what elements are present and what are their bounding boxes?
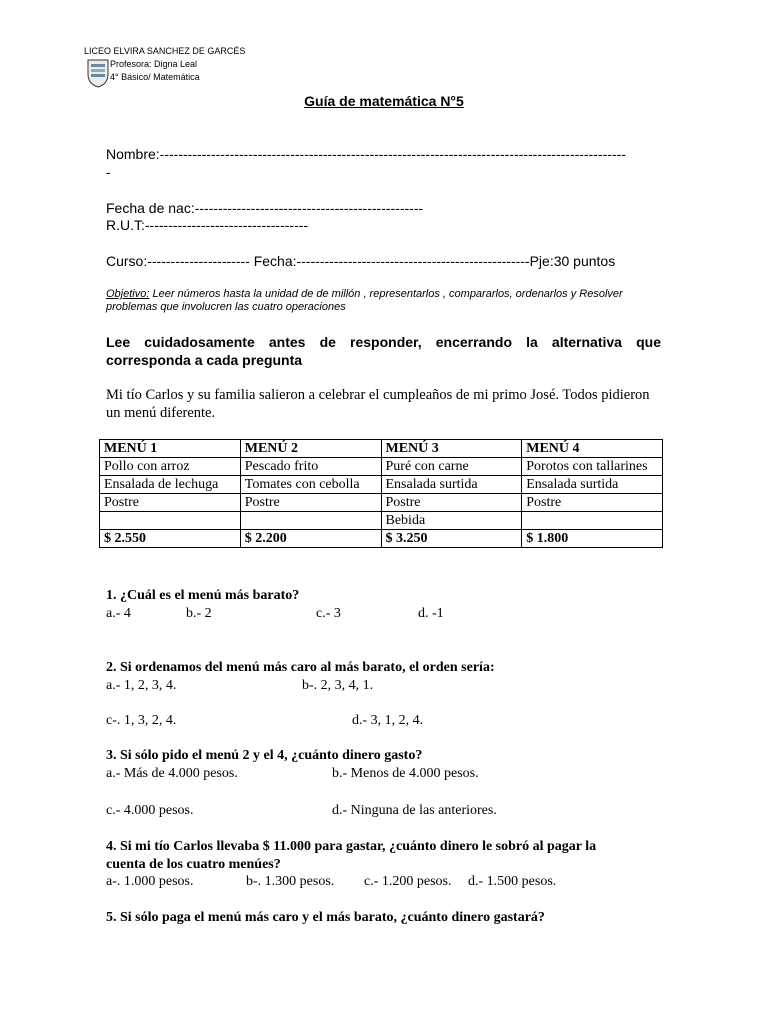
table-cell <box>100 512 241 530</box>
question-1-option-c[interactable]: c.- 3 <box>316 606 341 621</box>
table-cell: Pescado frito <box>240 458 381 476</box>
table-header-cell: MENÚ 2 <box>240 440 381 458</box>
question-3: 3. Si sólo pido el menú 2 y el 4, ¿cuánto dinero gasto? <box>106 748 423 763</box>
question-4-option-d[interactable]: d.- 1.500 pesos. <box>468 874 557 889</box>
table-total-row <box>100 530 663 548</box>
table-cell: Bebida <box>381 512 522 530</box>
instruction: Lee cuidadosamente antes de responder, encerrando la alternativa que corresponda a cada pregunta <box>106 334 661 368</box>
question-2-option-d[interactable]: d.- 3, 1, 2, 4. <box>352 713 424 728</box>
intro-paragraph: Mi tío Carlos y su familia salieron a celebrar el cumpleaños de mi primo José. Todos pidieron un menú diferente. <box>106 387 650 421</box>
page-title: Guía de matemática N°5 <box>304 93 464 109</box>
table-total-cell: $ 3.250 <box>381 530 522 548</box>
question-4-option-c[interactable]: c.- 1.200 pesos. <box>364 874 452 889</box>
name-field-tail: - <box>106 164 111 180</box>
question-4-option-b[interactable]: b-. 1.300 pesos. <box>246 874 335 889</box>
question-3-option-d[interactable]: d.- Ninguna de las anteriores. <box>332 803 497 818</box>
grade-subject: 4° Básico/ Matemática <box>110 72 200 82</box>
table-cell: Ensalada surtida <box>381 476 522 494</box>
objective-label: Objetivo: <box>106 288 150 300</box>
question-4: 4. Si mi tío Carlos llevaba $ 11.000 para gastar, ¿cuánto dinero le sobró al pagar la cuenta de los cuatro menúes? <box>106 839 597 872</box>
table-cell: Postre <box>381 494 522 512</box>
table-row <box>100 476 663 494</box>
table-row <box>100 512 663 530</box>
question-1-option-a[interactable]: a.- 4 <box>106 606 131 621</box>
question-4-option-a[interactable]: a-. 1.000 pesos. <box>106 874 194 889</box>
question-2-option-c[interactable]: c-. 1, 3, 2, 4. <box>106 713 177 728</box>
table-header-cell: MENÚ 4 <box>522 440 663 458</box>
rut-field: R.U.T:----------------------------------- <box>106 217 309 233</box>
table-row <box>100 494 663 512</box>
table-header-cell: MENÚ 1 <box>100 440 241 458</box>
table-total-cell: $ 1.800 <box>522 530 663 548</box>
table-cell: Porotos con tallarines <box>522 458 663 476</box>
name-field: Nombre:---------------------------------------------------------------------------------------------------- <box>106 146 626 162</box>
table-cell: Puré con carne <box>381 458 522 476</box>
table-header-cell: MENÚ 3 <box>381 440 522 458</box>
question-5: 5. Si sólo paga el menú más caro y el más barato, ¿cuánto dinero gastará? <box>106 910 545 925</box>
table-cell: Postre <box>240 494 381 512</box>
question-3-option-a[interactable]: a.- Más de 4.000 pesos. <box>106 766 238 781</box>
question-3-option-b[interactable]: b.- Menos de 4.000 pesos. <box>332 766 479 781</box>
course-date-score-line: Curso:---------------------- Fecha:--------------------------------------------------Pje:30 puntos <box>106 253 616 269</box>
teacher-name: Profesora: Digna Leal <box>110 59 198 69</box>
question-2-option-a[interactable]: a.- 1, 2, 3, 4. <box>106 678 177 693</box>
table-total-cell: $ 2.200 <box>240 530 381 548</box>
question-1-option-b[interactable]: b.- 2 <box>186 606 212 621</box>
question-2: 2. Si ordenamos del menú más caro al más barato, el orden sería: <box>106 660 495 675</box>
table-cell: Ensalada de lechuga <box>100 476 241 494</box>
table-cell <box>240 512 381 530</box>
table-header-row <box>100 440 663 458</box>
question-2-option-b[interactable]: b-. 2, 3, 4, 1. <box>302 678 374 693</box>
school-crest-icon <box>86 58 110 88</box>
table-cell <box>522 512 663 530</box>
question-1: 1. ¿Cuál es el menú más barato? <box>106 588 300 603</box>
table-cell: Postre <box>100 494 241 512</box>
question-1-option-d[interactable]: d. -1 <box>418 606 444 621</box>
objective-text: Leer números hasta la unidad de de millón , representarlos , compararlos, ordenarlos y Resolver problemas que involucren las cuatro operaciones <box>106 288 623 313</box>
table-cell: Tomates con cebolla <box>240 476 381 494</box>
question-3-option-c[interactable]: c.- 4.000 pesos. <box>106 803 194 818</box>
menu-table <box>99 439 663 548</box>
table-total-cell: $ 2.550 <box>100 530 241 548</box>
table-cell: Pollo con arroz <box>100 458 241 476</box>
school-name: LICEO ELVIRA SANCHEZ DE GARCÉS <box>84 46 246 56</box>
objective <box>106 288 666 314</box>
table-cell: Ensalada surtida <box>522 476 663 494</box>
table-cell: Postre <box>522 494 663 512</box>
birthdate-field: Fecha de nac:------------------------------------------------- <box>106 200 424 216</box>
table-row <box>100 458 663 476</box>
